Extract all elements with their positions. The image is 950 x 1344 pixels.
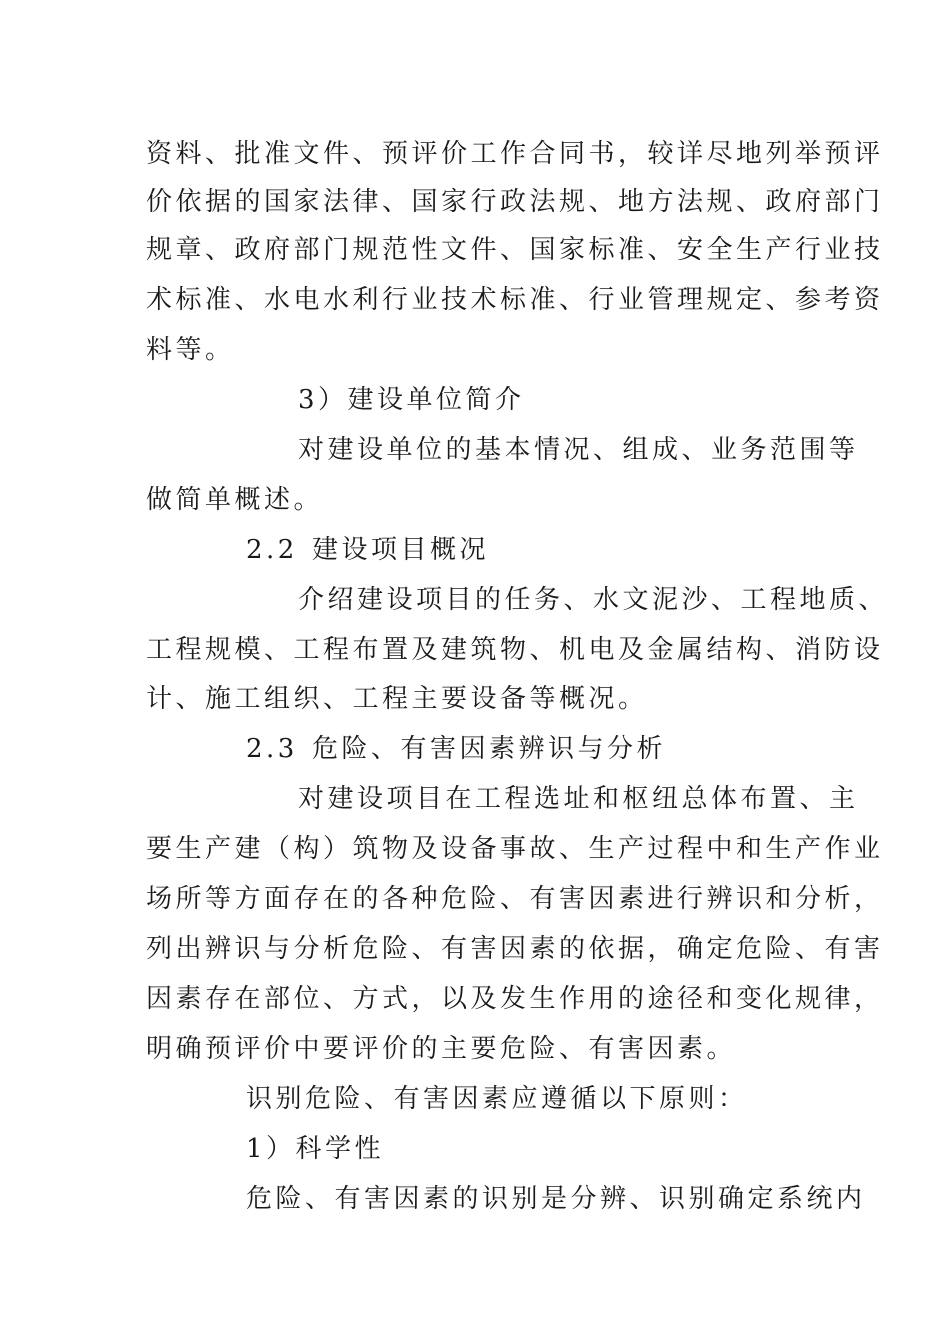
subheading-building-unit: 3）建设单位简介 [298,385,525,415]
paragraph-line: 料等。 [146,335,235,365]
paragraph-line: 明确预评价中要评价的主要危险、有害因素。 [146,1034,737,1064]
paragraph-line: 工程规模、工程布置及建筑物、机电及金属结构、消防设 [146,635,884,665]
paragraph-line: 识别危险、有害因素应遵循以下原则： [246,1084,748,1114]
paragraph-line: 做简单概述。 [146,485,324,515]
paragraph-line: 场所等方面存在的各种危险、有害因素进行辨识和分析， [146,884,884,914]
paragraph-line: 对建设项目在工程选址和枢纽总体布置、主 [298,784,859,814]
subheading-scientific: 1）科学性 [246,1134,385,1164]
paragraph-line: 价依据的国家法律、国家行政法规、地方法规、政府部门 [146,187,884,217]
section-number: 2.3 [246,734,298,764]
paragraph-line: 计、施工组织、工程主要设备等概况。 [146,684,648,714]
paragraph-line: 规章、政府部门规范性文件、国家标准、安全生产行业技 [146,235,884,265]
paragraph-line: 术标准、水电水利行业技术标准、行业管理规定、参考资 [146,285,884,315]
paragraph-line: 列出辨识与分析危险、有害因素的依据，确定危险、有害 [146,934,884,964]
paragraph-line: 要生产建（构）筑物及设备事故、生产过程中和生产作业 [146,834,884,864]
section-title: 建设项目概况 [312,535,490,565]
paragraph-line: 因素存在部位、方式，以及发生作用的途径和变化规律， [146,984,884,1014]
section-title: 危险、有害因素辨识与分析 [312,734,667,764]
paragraph-line: 介绍建设项目的任务、水文泥沙、工程地质、 [298,585,889,615]
paragraph-line: 对建设单位的基本情况、组成、业务范围等 [298,435,859,465]
paragraph-line: 资料、批准文件、预评价工作合同书，较详尽地列举预评 [146,139,884,169]
section-number: 2.2 [246,535,298,565]
paragraph-line: 危险、有害因素的识别是分辨、识别确定系统内 [246,1184,866,1214]
